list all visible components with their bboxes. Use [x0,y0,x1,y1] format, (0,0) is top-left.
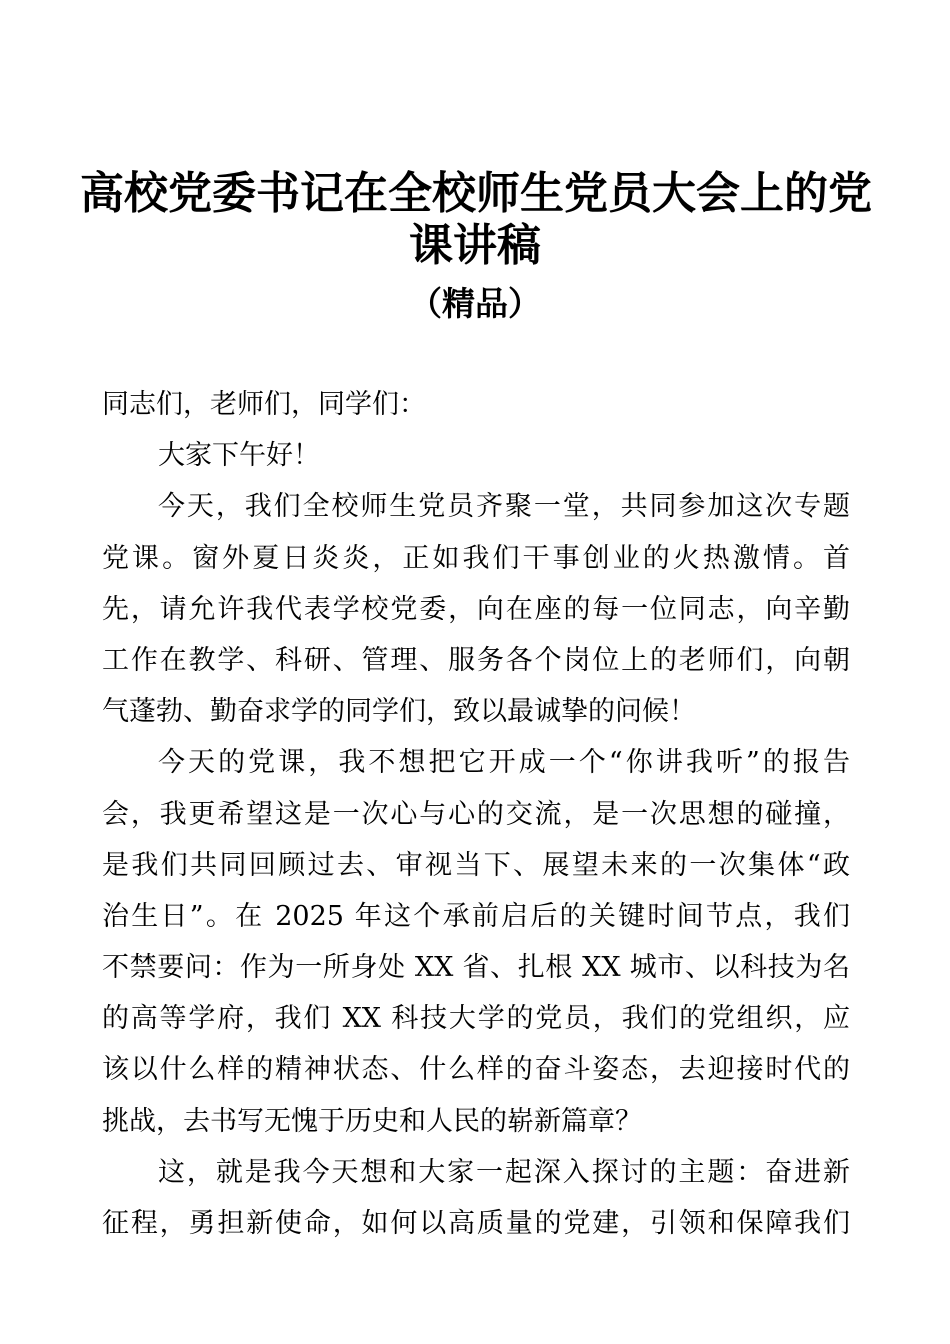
body-text-line: 党课。窗外夏日炎炎，正如我们干事创业的火热激情。首 [102,542,850,574]
body-text-line: 今天的党课，我不想把它开成一个“你讲我听”的报告 [158,747,850,779]
body-text-line: 工作在教学、科研、管理、服务各个岗位上的老师们，向朝 [102,644,850,676]
body-text-line: 该以什么样的精神状态、什么样的奋斗姿态，去迎接时代的 [102,1054,850,1086]
document-body [102,379,850,1249]
document-title-block [80,168,870,324]
document-title-line-1: 高校党委书记在全校师生党员大会上的党 [80,168,872,219]
body-text-line: 会，我更希望这是一次心与心的交流，是一次思想的碰撞， [102,798,850,830]
body-text-line: 征程，勇担新使命，如何以高质量的党建，引领和保障我们 [102,1208,850,1239]
body-text-line: 不禁要问：作为一所身处 XX 省、扎根 XX 城市、以科技为名 [102,952,850,984]
document-subtitle: （精品） [409,284,541,323]
body-text-line: 治生日”。在 2025 年这个承前启后的关键时间节点，我们 [102,900,850,932]
body-text-line: 大家下午好！ [158,440,320,472]
body-text-line: 挑战，去书写无愧于历史和人民的崭新篇章？ [102,1105,642,1137]
body-text-line: 是我们共同回顾过去、审视当下、展望未来的一次集体“政 [102,849,850,881]
body-text-line: 气蓬勃、勤奋求学的同学们，致以最诚挚的问候！ [102,696,696,728]
body-text-line: 这，就是我今天想和大家一起深入探讨的主题：奋进新 [158,1156,850,1188]
body-text-line: 同志们，老师们，同学们： [102,389,426,420]
document-title-line-2: 课讲稿 [409,220,541,271]
body-text-line: 今天，我们全校师生党员齐聚一堂，共同参加这次专题 [158,491,850,523]
body-text-line: 先，请允许我代表学校党委，向在座的每一位同志，向辛勤 [102,593,850,625]
body-text-line: 的高等学府，我们 XX 科技大学的党员，我们的党组织，应 [102,1003,850,1035]
